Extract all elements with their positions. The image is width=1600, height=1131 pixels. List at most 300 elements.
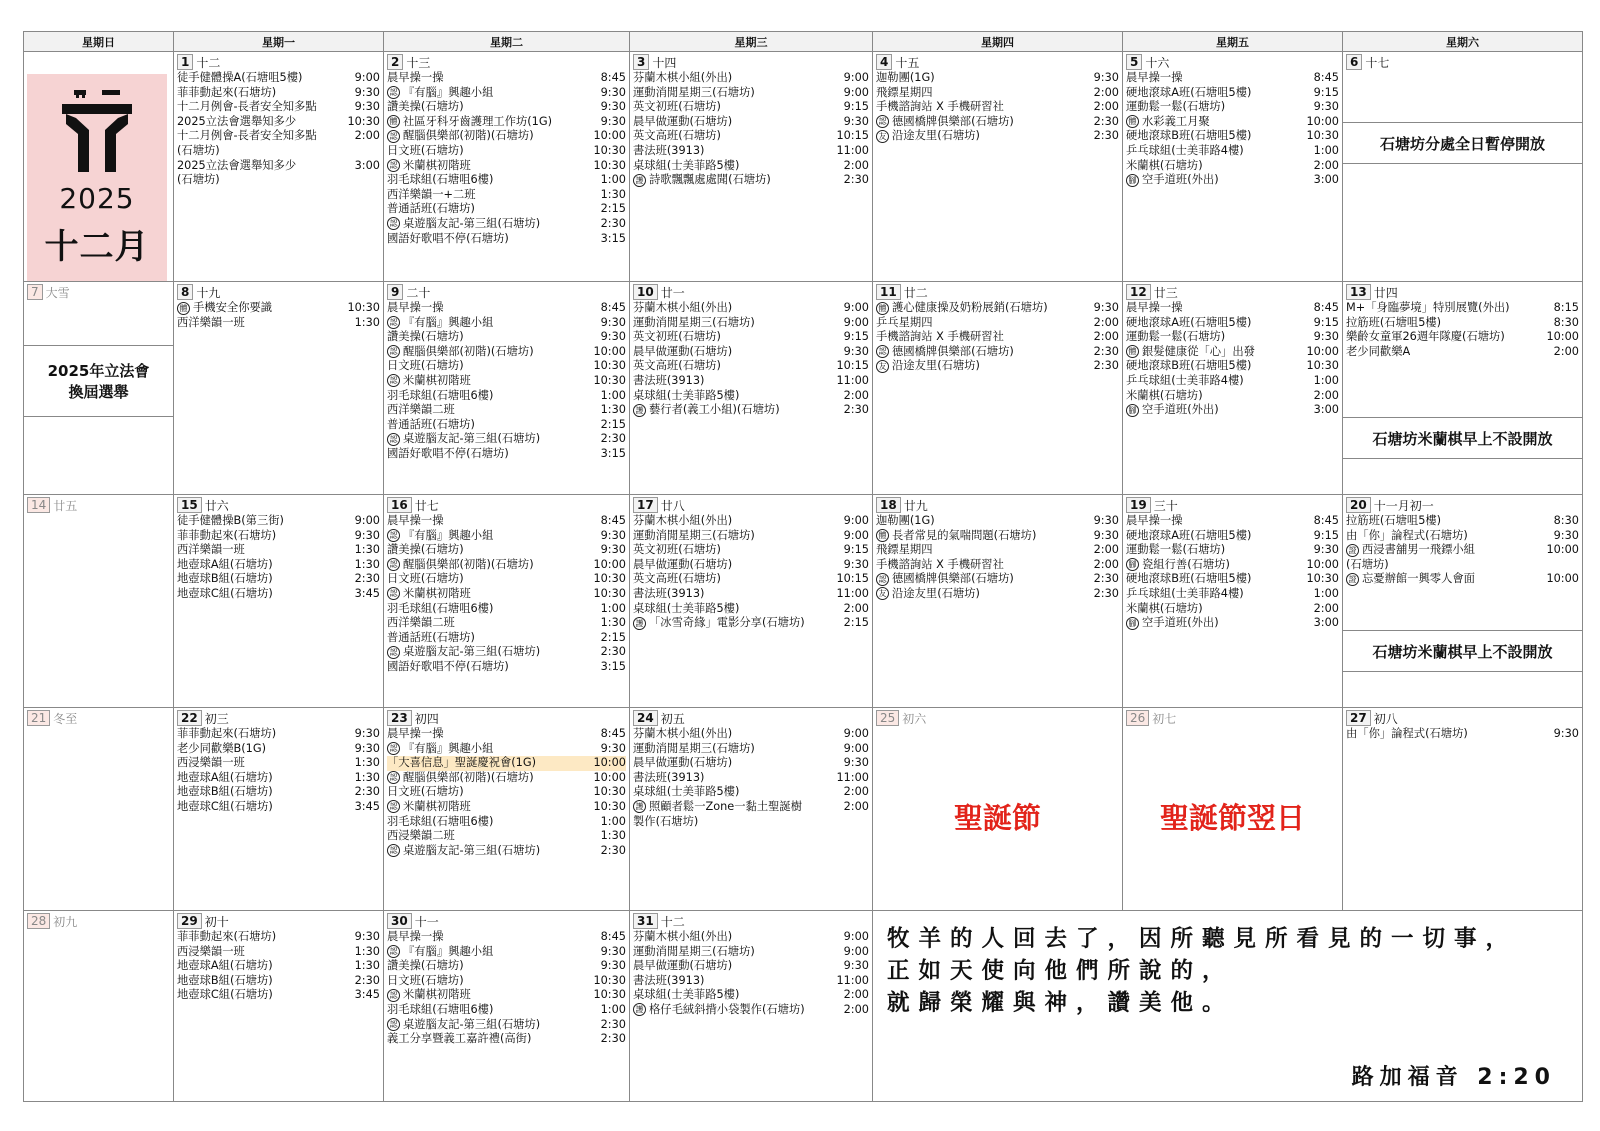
day-cell[interactable] [1123, 52, 1343, 282]
event-item[interactable] [633, 587, 869, 602]
event-item[interactable] [387, 785, 626, 800]
event-time: 2:00 [1093, 100, 1119, 114]
event-item[interactable] [387, 1032, 626, 1047]
day-cell[interactable] [384, 708, 630, 911]
day-cell[interactable] [1343, 282, 1582, 495]
event-time: 10:30 [593, 586, 626, 600]
event-title-text: 運動消閒星期三(石塘坊) [633, 528, 755, 542]
event-item[interactable] [1346, 529, 1579, 544]
event-item[interactable] [177, 115, 380, 130]
event-title-text: 地壺球A組(石塘坊) [177, 557, 273, 571]
event-item[interactable] [1126, 543, 1339, 558]
event-item[interactable] [1346, 330, 1579, 345]
event-item[interactable] [1346, 572, 1579, 587]
event-title [177, 771, 273, 786]
event-time: 9:30 [843, 756, 869, 770]
day-cell[interactable] [174, 911, 384, 1101]
day-cell[interactable] [873, 52, 1123, 282]
event-item[interactable] [876, 301, 1119, 316]
event-item[interactable] [177, 71, 380, 86]
event-item[interactable] [633, 602, 869, 617]
event-item[interactable] [876, 529, 1119, 544]
event-item[interactable] [633, 742, 869, 757]
event-item[interactable] [1126, 330, 1339, 345]
event-title [1346, 558, 1389, 573]
event-item[interactable] [633, 345, 869, 360]
event-item[interactable] [387, 418, 626, 433]
event-item[interactable] [1126, 558, 1339, 573]
event-title-text: 讚美操(石塘坊) [387, 543, 464, 557]
event-item[interactable] [876, 86, 1119, 101]
event-time: 10:00 [1546, 330, 1579, 344]
event-category-icon: 認 [387, 529, 400, 542]
day-cell[interactable] [384, 282, 630, 495]
lunar-date: 初七 [1152, 711, 1177, 726]
day-cell[interactable] [630, 282, 873, 495]
lunar-date: 十四 [652, 55, 677, 70]
day-cell[interactable] [174, 282, 384, 495]
event-item[interactable] [387, 129, 626, 144]
event-item[interactable] [876, 572, 1119, 587]
event-item[interactable] [633, 771, 869, 786]
event-item[interactable] [633, 959, 869, 974]
day-cell[interactable] [1123, 282, 1343, 495]
event-item[interactable] [1126, 316, 1339, 331]
event-item[interactable] [177, 543, 380, 558]
event-item[interactable] [633, 558, 869, 573]
event-title [1126, 403, 1219, 418]
day-cell[interactable] [174, 708, 384, 911]
event-item[interactable] [1126, 129, 1339, 144]
event-item[interactable] [633, 86, 869, 101]
event-item[interactable] [387, 432, 626, 447]
church-cross-logo-icon [62, 90, 132, 172]
event-item[interactable] [633, 988, 869, 1003]
event-item[interactable] [633, 616, 869, 631]
event-time: 11:00 [836, 770, 869, 784]
day-number-row [1126, 710, 1339, 726]
event-item[interactable] [633, 144, 869, 159]
day-cell[interactable] [1123, 495, 1343, 708]
event-item[interactable] [177, 742, 380, 757]
event-title-text: 由「你」論程式(石塘坊) [1346, 528, 1468, 542]
event-item[interactable] [1346, 316, 1579, 331]
event-item[interactable] [1346, 345, 1579, 360]
event-item[interactable] [387, 844, 626, 859]
day-number-row [177, 710, 380, 726]
event-item[interactable] [633, 71, 869, 86]
event-time: 1:30 [600, 187, 626, 201]
event-title-text: 晨早做運動(石塘坊) [633, 344, 733, 358]
event-item[interactable] [387, 543, 626, 558]
event-item[interactable] [177, 959, 380, 974]
event-item[interactable] [876, 71, 1119, 86]
event-item[interactable] [633, 316, 869, 331]
event-item[interactable] [633, 301, 869, 316]
event-title-text: 英文高班(石塘坊) [633, 572, 721, 586]
event-item[interactable] [177, 587, 380, 602]
event-title [387, 529, 493, 544]
event-item[interactable] [387, 514, 626, 529]
event-title [1126, 159, 1203, 174]
day-cell[interactable] [174, 52, 384, 282]
event-time: 8:45 [1313, 301, 1339, 314]
event-item[interactable] [177, 86, 380, 101]
event-item[interactable] [387, 974, 626, 989]
day-cell[interactable] [873, 495, 1123, 708]
event-item[interactable] [387, 602, 626, 617]
event-title [876, 359, 980, 374]
event-item[interactable] [633, 800, 869, 815]
event-title-text: 晨早操一操 [387, 514, 444, 527]
event-item[interactable] [387, 742, 626, 757]
event-title [876, 71, 935, 86]
event-time: 2:00 [1093, 315, 1119, 329]
event-item[interactable] [1126, 100, 1339, 115]
event-item[interactable] [387, 988, 626, 1003]
event-title [387, 631, 475, 646]
event-item[interactable] [633, 815, 869, 830]
event-item[interactable] [177, 988, 380, 1003]
day-cell[interactable] [1343, 52, 1582, 282]
day-cell[interactable] [873, 708, 1123, 911]
event-title [177, 727, 276, 742]
event-time: 2:00 [1093, 557, 1119, 571]
event-item[interactable] [177, 800, 380, 815]
event-time: 2:30 [1093, 572, 1119, 586]
event-item[interactable] [177, 301, 380, 316]
event-item[interactable] [1126, 173, 1339, 188]
event-time: 10:30 [593, 158, 626, 172]
event-item[interactable] [633, 1003, 869, 1018]
event-title [177, 514, 284, 529]
day-cell[interactable] [1343, 708, 1582, 911]
day-cell[interactable] [174, 495, 384, 708]
event-item[interactable] [387, 645, 626, 660]
event-item[interactable] [1126, 301, 1339, 316]
event-title [633, 945, 755, 960]
day-cell[interactable] [630, 52, 873, 282]
event-item[interactable] [177, 785, 380, 800]
event-title [633, 115, 732, 130]
event-title [876, 115, 1014, 130]
event-item[interactable] [1346, 301, 1579, 316]
day-cell[interactable] [630, 708, 873, 911]
event-item[interactable] [876, 316, 1119, 331]
event-time: 9:00 [843, 944, 869, 958]
event-item[interactable] [633, 129, 869, 144]
day-cell[interactable] [384, 495, 630, 708]
event-item[interactable] [177, 572, 380, 587]
event-item[interactable] [633, 572, 869, 587]
event-item[interactable] [876, 543, 1119, 558]
event-item[interactable] [633, 756, 869, 771]
event-item[interactable] [633, 374, 869, 389]
day-cell[interactable] [630, 495, 873, 708]
event-item[interactable] [633, 389, 869, 404]
event-item[interactable] [387, 159, 626, 174]
event-item[interactable] [1126, 144, 1339, 159]
event-item[interactable] [876, 115, 1119, 130]
closure-notice: 石塘坊米蘭棋早上不設開放 [1343, 417, 1582, 459]
event-item[interactable] [387, 301, 626, 316]
event-title-text: 空手道班(外出) [1142, 616, 1219, 630]
event-item[interactable] [387, 771, 626, 786]
event-item[interactable] [876, 100, 1119, 115]
event-item[interactable] [1126, 529, 1339, 544]
event-title-text: 德國橋牌俱樂部(石塘坊) [892, 344, 1014, 358]
event-item[interactable] [876, 558, 1119, 573]
event-item[interactable] [1126, 374, 1339, 389]
event-item[interactable] [633, 727, 869, 742]
day-cell[interactable] [1123, 708, 1343, 911]
event-item[interactable] [387, 316, 626, 331]
event-time: 9:00 [843, 315, 869, 329]
event-title [387, 771, 534, 786]
event-item[interactable] [387, 389, 626, 404]
event-item[interactable] [177, 727, 380, 742]
event-item[interactable] [633, 159, 869, 174]
event-title-text: 菲菲動起來(石塘坊) [177, 85, 277, 99]
event-item[interactable] [177, 144, 380, 159]
event-item[interactable] [633, 785, 869, 800]
event-item[interactable] [876, 587, 1119, 602]
event-time: 2:00 [1313, 601, 1339, 615]
day-number: 27 [1346, 710, 1371, 726]
event-title [177, 144, 220, 159]
event-item[interactable] [387, 345, 626, 360]
event-item[interactable] [387, 631, 626, 646]
day-cell[interactable] [24, 708, 174, 911]
event-category-icon: 認 [387, 1018, 400, 1031]
event-item[interactable] [177, 771, 380, 786]
event-item[interactable] [177, 558, 380, 573]
event-title-text: 手機諮詢站 X 手機研習社 [876, 557, 1004, 571]
event-item[interactable] [387, 374, 626, 389]
event-time: 9:15 [1313, 85, 1339, 99]
event-title-text: 西洋樂韻一+二班 [387, 187, 476, 201]
event-item[interactable] [1126, 159, 1339, 174]
day-cell[interactable] [384, 52, 630, 282]
event-item[interactable] [387, 756, 626, 771]
event-time: 11:00 [836, 143, 869, 157]
event-item[interactable] [633, 930, 869, 945]
event-item[interactable] [387, 1018, 626, 1033]
event-item[interactable] [633, 974, 869, 989]
event-item[interactable] [633, 403, 869, 418]
event-item[interactable] [633, 529, 869, 544]
weekday-header-wed: 星期三 [630, 32, 873, 52]
event-item[interactable] [387, 572, 626, 587]
event-item[interactable] [1126, 389, 1339, 404]
event-item[interactable] [633, 359, 869, 374]
event-item[interactable] [387, 144, 626, 159]
event-item[interactable] [177, 514, 380, 529]
event-item[interactable] [876, 129, 1119, 144]
event-item[interactable] [876, 514, 1119, 529]
event-title [387, 959, 464, 974]
event-item[interactable] [177, 529, 380, 544]
event-item[interactable] [387, 727, 626, 742]
event-title-text: 日文班(石塘坊) [387, 359, 464, 373]
day-number-row [1126, 54, 1339, 70]
day-cell[interactable] [24, 911, 174, 1101]
event-item[interactable] [633, 100, 869, 115]
event-item[interactable] [387, 330, 626, 345]
event-item[interactable] [387, 188, 626, 203]
event-title-text: 桌球組(士美菲路5樓) [633, 601, 740, 615]
event-item[interactable] [1346, 514, 1579, 529]
event-item[interactable] [387, 173, 626, 188]
event-item[interactable] [387, 800, 626, 815]
event-time: 9:30 [600, 315, 626, 329]
event-title [1126, 129, 1251, 144]
event-item[interactable] [177, 316, 380, 331]
event-item[interactable] [387, 660, 626, 675]
event-item[interactable] [387, 815, 626, 830]
event-title [876, 345, 1014, 360]
event-item[interactable] [387, 71, 626, 86]
event-time: 10:30 [1306, 359, 1339, 373]
event-time: 3:45 [354, 799, 380, 813]
event-item[interactable] [177, 756, 380, 771]
event-item[interactable] [1346, 558, 1579, 573]
event-item[interactable] [177, 159, 380, 174]
lunar-date: 廿九 [903, 498, 928, 513]
event-item[interactable] [1126, 616, 1339, 631]
event-item[interactable] [387, 829, 626, 844]
event-item[interactable] [1126, 587, 1339, 602]
event-time: 2:00 [843, 158, 869, 172]
event-item[interactable] [1126, 572, 1339, 587]
day-number-row [387, 710, 626, 726]
event-item[interactable] [177, 100, 380, 115]
event-time: 9:00 [843, 301, 869, 314]
day-number: 4 [876, 54, 892, 70]
day-number: 25 [876, 710, 899, 726]
event-item[interactable] [633, 115, 869, 130]
event-item[interactable] [177, 930, 380, 945]
event-title-text: 徒手健體操A(石塘咀5樓) [177, 71, 303, 84]
event-item[interactable] [387, 403, 626, 418]
event-title [387, 159, 471, 174]
day-cell[interactable] [24, 282, 174, 495]
day-cell[interactable] [384, 911, 630, 1101]
event-item[interactable] [633, 173, 869, 188]
event-item[interactable] [177, 173, 380, 188]
event-item[interactable] [387, 558, 626, 573]
event-item[interactable] [633, 514, 869, 529]
event-title [177, 945, 245, 960]
event-time: 3:00 [1313, 616, 1339, 630]
event-item[interactable] [387, 1003, 626, 1018]
day-cell[interactable] [873, 282, 1123, 495]
event-item[interactable] [633, 543, 869, 558]
event-item[interactable] [177, 129, 380, 144]
event-time [377, 173, 380, 188]
lunar-date: 大雪 [45, 285, 70, 300]
event-title [633, 587, 704, 602]
event-item[interactable] [387, 115, 626, 130]
event-item[interactable] [177, 974, 380, 989]
event-item[interactable] [876, 345, 1119, 360]
event-item[interactable] [387, 945, 626, 960]
event-title-text: 醒腦俱樂部(初階)(石塘坊) [403, 557, 534, 571]
event-item[interactable] [1346, 727, 1579, 742]
event-time: 1:30 [354, 944, 380, 958]
event-item[interactable] [387, 86, 626, 101]
event-item[interactable] [387, 959, 626, 974]
day-cell[interactable] [24, 495, 174, 708]
day-cell[interactable] [1343, 495, 1582, 708]
event-title [177, 86, 276, 101]
event-item[interactable] [1126, 359, 1339, 374]
event-item[interactable] [1126, 403, 1339, 418]
event-time: 8:45 [1313, 514, 1339, 527]
lunar-date: 冬至 [53, 711, 78, 726]
event-title-text: 運動消閒星期三(石塘坊) [633, 315, 755, 329]
event-item[interactable] [387, 447, 626, 462]
event-title [387, 800, 471, 815]
event-item[interactable] [633, 330, 869, 345]
event-item[interactable] [876, 359, 1119, 374]
lunar-date: 初九 [53, 914, 78, 929]
event-time: 3:00 [354, 158, 380, 172]
event-item[interactable] [387, 529, 626, 544]
event-category-icon: 認 [387, 433, 400, 446]
day-cell[interactable] [630, 911, 873, 1101]
event-item[interactable] [387, 616, 626, 631]
event-time: 9:30 [1093, 514, 1119, 527]
event-item[interactable] [387, 232, 626, 247]
event-title-text: 國語好歌唱不停(石塘坊) [387, 446, 509, 460]
event-item[interactable] [1346, 543, 1579, 558]
event-item[interactable] [1126, 345, 1339, 360]
event-title-text: 英文初班(石塘坊) [633, 330, 721, 344]
event-title-text: 沿途友里(石塘坊) [892, 359, 980, 373]
event-item[interactable] [1126, 115, 1339, 130]
event-item[interactable] [387, 587, 626, 602]
event-item[interactable] [1126, 602, 1339, 617]
event-title [387, 447, 509, 462]
event-item[interactable] [633, 945, 869, 960]
event-title [387, 602, 493, 617]
day-number: 2 [387, 54, 403, 70]
month-logo [27, 74, 167, 282]
event-title-text: 2025立法會選舉知多少 [177, 158, 297, 172]
event-category-icon: 友 [876, 360, 889, 373]
event-item[interactable] [387, 930, 626, 945]
event-item[interactable] [387, 202, 626, 217]
event-title-text: 米蘭棋(石塘坊) [1126, 158, 1203, 172]
event-title [387, 660, 509, 675]
lunar-date: 十五 [895, 55, 920, 70]
event-time: 2:00 [1313, 158, 1339, 172]
event-time: 1:30 [354, 959, 380, 973]
event-time: 2:30 [1093, 114, 1119, 128]
event-item[interactable] [177, 945, 380, 960]
event-item[interactable] [387, 359, 626, 374]
event-item[interactable] [387, 217, 626, 232]
event-category-icon: 認 [387, 130, 400, 143]
event-item[interactable] [387, 100, 626, 115]
event-item[interactable] [1126, 71, 1339, 86]
event-title-text: 運動鬆一鬆(石塘坊) [1126, 330, 1226, 344]
logo-cell [24, 52, 174, 282]
event-item[interactable] [1126, 86, 1339, 101]
event-item[interactable] [1126, 514, 1339, 529]
event-item[interactable] [876, 330, 1119, 345]
